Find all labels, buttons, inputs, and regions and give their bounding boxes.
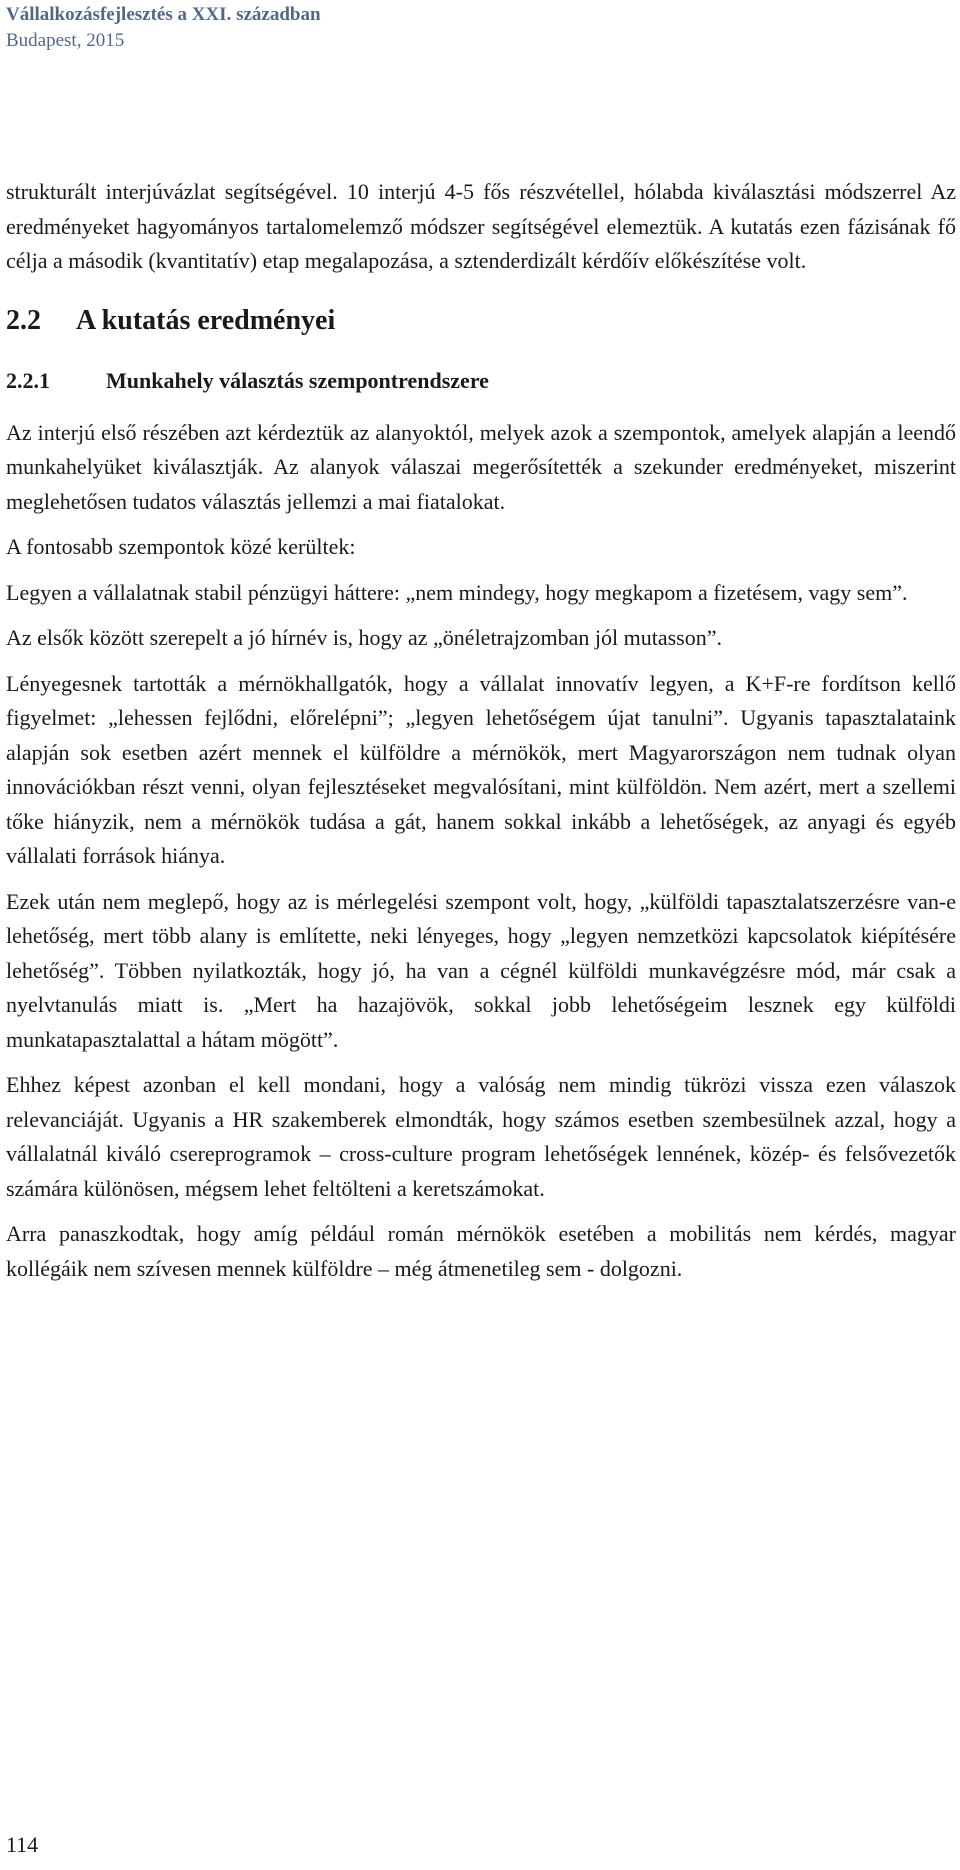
section-number: 2.2 bbox=[6, 304, 41, 336]
paragraph: A fontosabb szempontok közé kerültek: bbox=[6, 534, 356, 559]
subsection-number: 2.2.1 bbox=[6, 367, 50, 393]
paragraph: Az elsők között szerepelt a jó hírnév is, hogy az „önéletrajzomban jól mutasson”. bbox=[6, 625, 722, 650]
header-subtitle: Budapest, 2015 bbox=[6, 30, 125, 51]
header-title: Vállalkozásfejlesztés a XXI. században bbox=[6, 4, 321, 25]
paragraph: Arra panaszkodtak, hogy amíg például román mérnökök esetében a mobilitás nem kérdés, magyar kollégáik nem szívesen mennek külföldre – még átmenetileg sem - dolgozni. bbox=[6, 1221, 956, 1281]
section-heading bbox=[6, 300, 956, 342]
paragraph: Ehhez képest azonban el kell mondani, hogy a valóság nem mindig tükrözi vissza ezen válaszok relevanciáját. Ugyanis a HR szakemberek elmondták, hogy számos esetben szembesülnek azzal, hogy a vállalatnál kiváló csereprogramok – cross-culture program lehetőségek lennének, közép- és felsővezetők számára különösen, mégsem lehet feltölteni a keretszámokat. bbox=[6, 1072, 956, 1201]
subsection-title: Munkahely választás szempontrendszere bbox=[106, 367, 489, 393]
paragraph: Legyen a vállalatnak stabil pénzügyi háttere: „nem mindegy, hogy megkapom a fizetésem, vagy sem”. bbox=[6, 579, 908, 605]
page-number: 114 bbox=[6, 1832, 39, 1857]
paragraph: Ezek után nem meglepő, hogy az is mérlegelési szempont volt, hogy, „külföldi tapasztalatszerzésre van-e lehetőség, mert több alany is említette, neki lényeges, hogy „legyen nemzetközi kapcsolatok kiépítésére lehetőség”. Többen nyilatkozták, hogy jó, ha van a cégnél külföldi munkavégzésre mód, már csak a nyelvtanulás miatt is. „Mert ha hazajövök, sokkal jobb lehetőségeim lesznek egy külföldi munkatapasztalattal a hátam mögött”. bbox=[6, 888, 956, 1052]
paragraph-intro: strukturált interjúvázlat segítségével. 10 interjú 4-5 fős részvétellel, hólabda kiválasztási módszerrel Az eredményeket hagyományos tartalomelemző módszer segítségével elemeztük. A kutatás ezen fázisának fő célja a második (kvantitatív) etap megalapozása, a sztenderdizált kérdőív előkészítése volt. bbox=[6, 179, 956, 273]
subsection-heading bbox=[6, 364, 956, 398]
section-title: A kutatás eredményei bbox=[76, 304, 336, 336]
running-header bbox=[6, 2, 321, 54]
document-body bbox=[6, 175, 956, 1286]
paragraph: Az interjú első részében azt kérdeztük az alanyoktól, melyek azok a szempontok, amelyek alapján a leendő munkahelyüket kiválasztják. Az alanyok válaszai megerősítették a szekunder eredményeket, miszerint meglehetősen tudatos választás jellemzi a mai fiatalokat. bbox=[6, 419, 956, 514]
paragraph: Lényegesnek tartották a mérnökhallgatók, hogy a vállalat innovatív legyen, a K+F-re fordítson kellő figyelmet: „lehessen fejlődni, előrelépni”; „legyen lehetőségem újat tanulni”. Ugyanis tapasztalataink alapján sok esetben azért mennek el külföldre a mérnökök, mert Magyarországon nem tudnak olyan innovációkban részt venni, olyan fejlesztéseket megvalósítani, mint külföldön. Nem azért, mert a szellemi tőke hiányzik, nem a mérnökök tudása a gát, hanem sokkal inkább a lehetőségek, az anyagi és egyéb vállalati források hiánya. bbox=[6, 670, 956, 868]
